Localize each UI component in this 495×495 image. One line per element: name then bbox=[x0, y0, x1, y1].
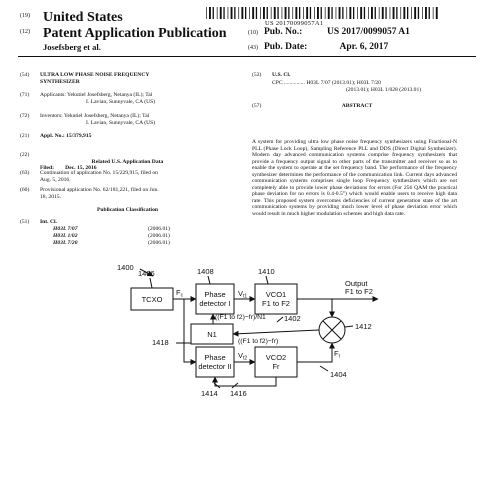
doc-type: Patent Application Publication bbox=[43, 26, 227, 41]
pd1-label-1: Phase bbox=[204, 290, 226, 299]
int-cl-code: H03L 7/07 bbox=[53, 226, 78, 232]
wire-vco2-mixer bbox=[297, 343, 332, 362]
vco2-label-2: Fr bbox=[272, 362, 280, 371]
abstract-text: A system for providing ultra low phase noise frequency synthesizers using Fractional-N PLL (Phase Lock Loop), Sampling Reference PLL and DDS (Direct Digital Synthesizer). Modern day advanced communication systems comprise frequency synthesizers that provide a frequency output signal to other parts of the transmitter and receiver so as to enable the system to operate at the set frequency band. The performance of the frequency synthesizer determines the performance of the communication link. Current days advanced communication systems comprises single loop Frequency synthesizers which are not completely able to provide lower phase deviations for errors (For 256 QAM the practical phase deviation for no errors is 0.4-0.5°) which would enable users to receive high data rate. This proposed system overcomes deficiencies of current generation state of the art communication systems by providing much lower level of phase deviation error which would result in much higher modulation schemes and high data rate. bbox=[252, 139, 457, 217]
authors: Josefsberg et al. bbox=[43, 42, 101, 52]
output-label-1: Output bbox=[345, 279, 368, 288]
mixer-ref: 1412 bbox=[355, 322, 372, 331]
fr-label: $F_r$ bbox=[334, 349, 341, 360]
loop-ref: 1418 bbox=[152, 338, 169, 347]
pub-no-tag: (10) bbox=[248, 30, 258, 36]
ref-leader bbox=[266, 276, 268, 284]
pub-date-label: Pub. Date: bbox=[264, 42, 308, 52]
pd1-ref: 1408 bbox=[197, 267, 214, 276]
int-cl-code: H03L 7/20 bbox=[53, 240, 78, 246]
int-cl-code: H03L 1/02 bbox=[53, 233, 78, 239]
int-cl-year: (2006.01) bbox=[148, 233, 170, 239]
doc-type-tag: (12) bbox=[20, 29, 30, 35]
class-title: Publication Classification bbox=[96, 207, 159, 213]
ref-leader bbox=[277, 317, 283, 322]
pub-no-label: Pub. No.: bbox=[264, 27, 303, 37]
vco1-label-1: VCO1 bbox=[265, 290, 287, 299]
tcxo-label: TCXO bbox=[141, 295, 163, 304]
v12-label: $V_{t2}$ bbox=[238, 351, 248, 362]
pub-no-value: US 2017/0099057 A1 bbox=[327, 27, 410, 37]
fb1-label: ((F1 to f2)−fr)/N1 bbox=[215, 314, 266, 321]
n1-label: N1 bbox=[207, 330, 217, 339]
vco2-ref: 1404 bbox=[330, 370, 347, 379]
pd2-label-2: detector II bbox=[198, 362, 232, 371]
wire-mixer-n1 bbox=[233, 330, 319, 334]
pub-date-tag: (43) bbox=[248, 45, 258, 51]
v11-label: $V_{t1}$ bbox=[238, 289, 248, 300]
vco2-label-1: VCO2 bbox=[265, 353, 287, 362]
cpc: CPC ............... H03L 7/07 (2013.01); H03L 7/20 (2013.01); H03L 1/028 (2013.01) bbox=[272, 80, 422, 93]
related-title: Related U.S. Application Data bbox=[91, 159, 164, 165]
pd2-ref: 1414 bbox=[201, 389, 218, 398]
fb1-ref: 1402 bbox=[284, 314, 301, 323]
wire-vco2-pd2 bbox=[215, 377, 276, 386]
vco1-ref: 1410 bbox=[258, 267, 275, 276]
fb2-label: ((F1 to f2)−fr) bbox=[238, 338, 279, 345]
ref-leader bbox=[345, 326, 353, 327]
ref-leader bbox=[150, 278, 152, 288]
pub-date-value: Apr. 6, 2017 bbox=[339, 42, 389, 52]
int-cl-year: (2006.01) bbox=[148, 240, 170, 246]
ref-leader bbox=[208, 276, 210, 284]
vco1-label-2: F1 to F2 bbox=[262, 299, 290, 308]
output-label-2: F1 to F2 bbox=[345, 287, 373, 296]
field-22: (22) Filed: Dec. 15, 2016 bbox=[20, 151, 97, 172]
bottom-ref: 1416 bbox=[230, 389, 247, 398]
barcode-number: US 20170099057A1 bbox=[265, 20, 324, 27]
country-tag: (19) bbox=[20, 13, 30, 19]
wire-tcxo-pd2 bbox=[184, 299, 196, 362]
fig-ref: 1400 bbox=[117, 263, 134, 272]
ref-leader bbox=[320, 366, 328, 371]
fc-label: $F_c$ bbox=[176, 288, 184, 299]
pd1-label-2: detector I bbox=[199, 299, 231, 308]
tcxo-ref: 1406 bbox=[138, 269, 155, 278]
int-cl-year: (2006.01) bbox=[148, 226, 170, 232]
pd2-label-1: Phase bbox=[204, 353, 226, 362]
country: United States bbox=[43, 10, 123, 25]
abstract-title: ABSTRACT bbox=[341, 103, 373, 109]
